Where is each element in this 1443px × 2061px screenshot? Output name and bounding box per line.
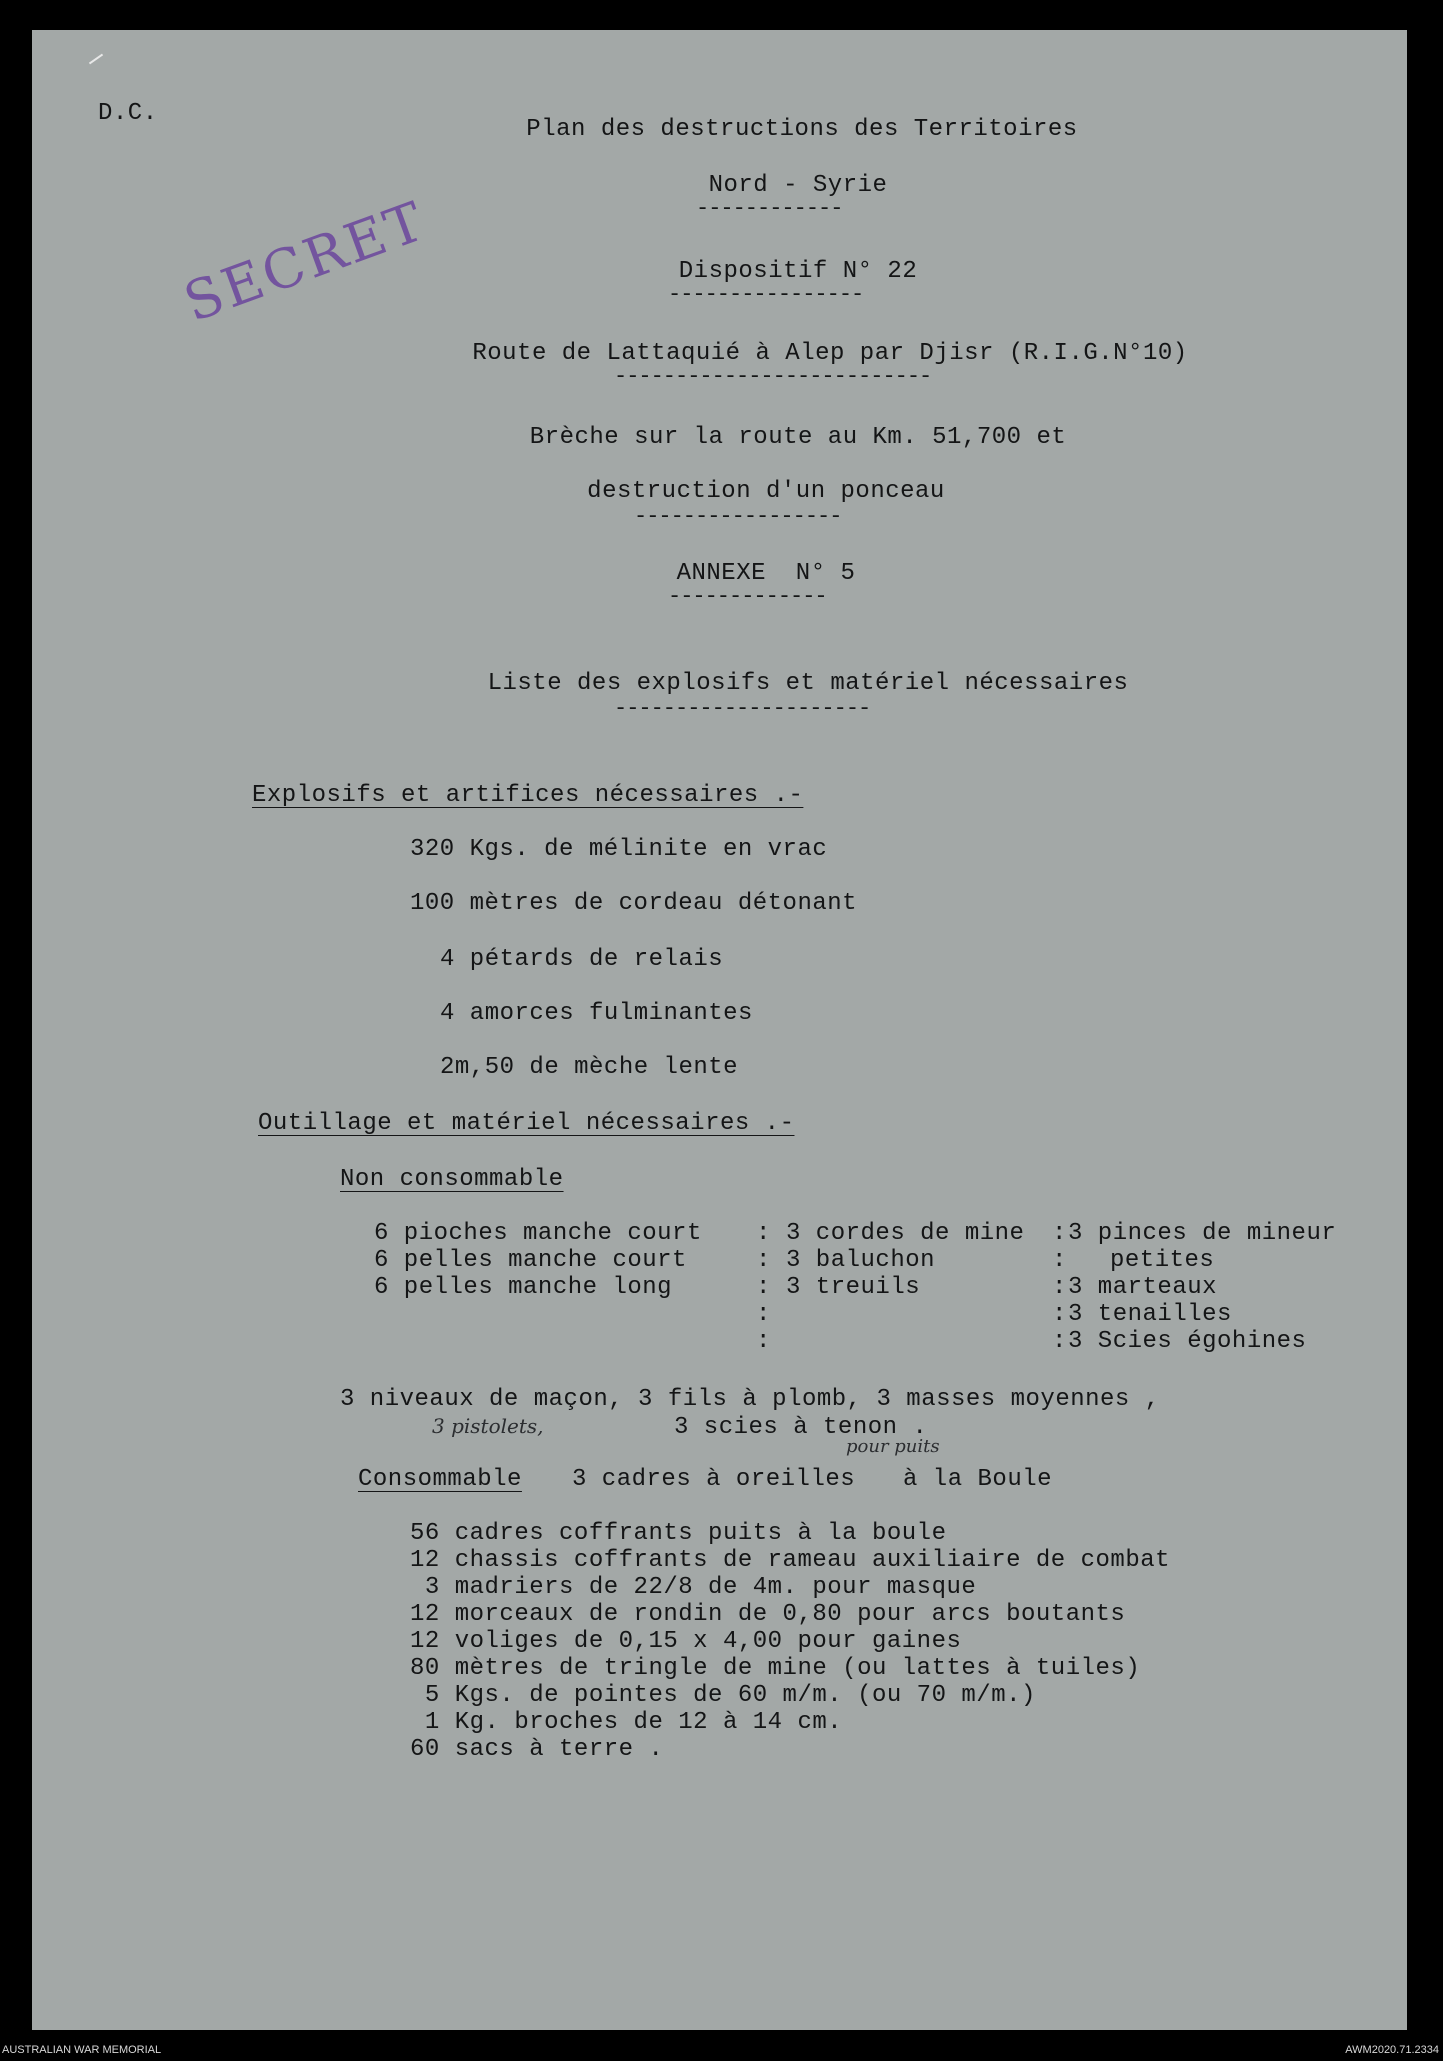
- table-cell: 3 treuils: [786, 1274, 921, 1301]
- table-cell: 6 pioches manche court: [374, 1220, 702, 1247]
- handwritten-pour-puits: pour puits: [846, 1436, 940, 1457]
- consumable-item: 1 Kg. broches de 12 à 14 cm.: [410, 1709, 843, 1736]
- table-separator: :: [756, 1220, 771, 1247]
- list-title-underline: ---------------------: [614, 696, 871, 721]
- consumable-first-start: 3 cadres à oreilles: [572, 1466, 856, 1493]
- equipment-heading: Outillage et matériel nécessaires .-: [258, 1110, 795, 1137]
- explosive-item: 2m,50 de mèche lente: [440, 1054, 739, 1081]
- table-separator: :: [756, 1328, 771, 1355]
- table-separator: :: [756, 1274, 771, 1301]
- table-separator: :: [1052, 1220, 1067, 1247]
- non-consumable-heading: Non consommable: [340, 1166, 564, 1193]
- table-separator: :: [1052, 1274, 1067, 1301]
- table-cell: 3 baluchon: [786, 1247, 936, 1274]
- footer-left: AUSTRALIAN WAR MEMORIAL: [2, 2044, 162, 2056]
- table-separator: :: [1052, 1247, 1067, 1274]
- annex-heading: ANNEXE N° 5: [676, 560, 856, 587]
- breach-underline: -----------------: [634, 504, 842, 529]
- handwritten-pistolets: 3 pistolets,: [432, 1414, 544, 1438]
- consumable-item: 12 morceaux de rondin de 0,80 pour arcs boutants: [410, 1601, 1126, 1628]
- table-separator: :: [1052, 1328, 1067, 1355]
- table-separator: :: [756, 1301, 771, 1328]
- route-heading: Route de Lattaquié à Alep par Djisr (R.I.G.N°10): [472, 340, 1188, 367]
- consumable-item: 5 Kgs. de pointes de 60 m/m. (ou 70 m/m.): [410, 1682, 1036, 1709]
- region-underline: ------------: [696, 196, 843, 221]
- consumable-item: 56 cadres coffrants puits à la boule: [410, 1520, 947, 1547]
- table-cell: 3 cordes de mine: [786, 1220, 1025, 1247]
- consumable-item: 3 madriers de 22/8 de 4m. pour masque: [410, 1574, 977, 1601]
- region-heading: Nord - Syrie: [708, 172, 888, 199]
- table-cell: 6 pelles manche court: [374, 1247, 687, 1274]
- explosive-item: 100 mètres de cordeau détonant: [410, 890, 858, 917]
- route-underline: --------------------------: [614, 364, 932, 389]
- table-separator: :: [756, 1247, 771, 1274]
- explosives-heading: Explosifs et artifices nécessaires .-: [252, 782, 804, 809]
- breach-line-1: Brèche sur la route au Km. 51,700 et: [529, 424, 1067, 451]
- consumable-item: 60 sacs à terre .: [410, 1736, 664, 1763]
- tools-extra-line-2: 3 scies à tenon .: [674, 1414, 928, 1441]
- table-cell: 3 tenailles: [1068, 1301, 1232, 1328]
- table-separator: :: [1052, 1301, 1067, 1328]
- footer-right: AWM2020.71.2334: [1345, 2044, 1439, 2056]
- consumable-first-end: à la Boule: [903, 1466, 1053, 1493]
- consumable-item: 80 mètres de tringle de mine (ou lattes à tuiles): [410, 1655, 1141, 1682]
- list-title: Liste des explosifs et matériel nécessaires: [487, 670, 1129, 697]
- breach-line-2: destruction d'un ponceau: [587, 478, 945, 505]
- table-cell: 6 pelles manche long: [374, 1274, 673, 1301]
- explosive-item: 4 amorces fulminantes: [440, 1000, 753, 1027]
- table-cell: 3 Scies égohines: [1068, 1328, 1307, 1355]
- secret-stamp: SECRET: [176, 188, 435, 335]
- table-cell: petites: [1110, 1247, 1215, 1274]
- document-ref: D.C.: [98, 100, 158, 127]
- annex-underline: -------------: [668, 584, 827, 609]
- dispositif-underline: ----------------: [668, 282, 864, 307]
- table-cell: 3 marteaux: [1068, 1274, 1218, 1301]
- consumable-item: 12 voliges de 0,15 x 4,00 pour gaines: [410, 1628, 962, 1655]
- dispositif-heading: Dispositif N° 22: [678, 258, 918, 285]
- document-title: Plan des destructions des Territoires: [526, 116, 1078, 143]
- consumable-heading: Consommable: [358, 1466, 522, 1493]
- consumable-item: 12 chassis coffrants de rameau auxiliaire de combat: [410, 1547, 1171, 1574]
- table-cell: 3 pinces de mineur: [1068, 1220, 1337, 1247]
- explosive-item: 320 Kgs. de mélinite en vrac: [410, 836, 828, 863]
- tools-extra-line: 3 niveaux de maçon, 3 fils à plomb, 3 masses moyennes ,: [340, 1386, 1160, 1413]
- explosive-item: 4 pétards de relais: [440, 946, 724, 973]
